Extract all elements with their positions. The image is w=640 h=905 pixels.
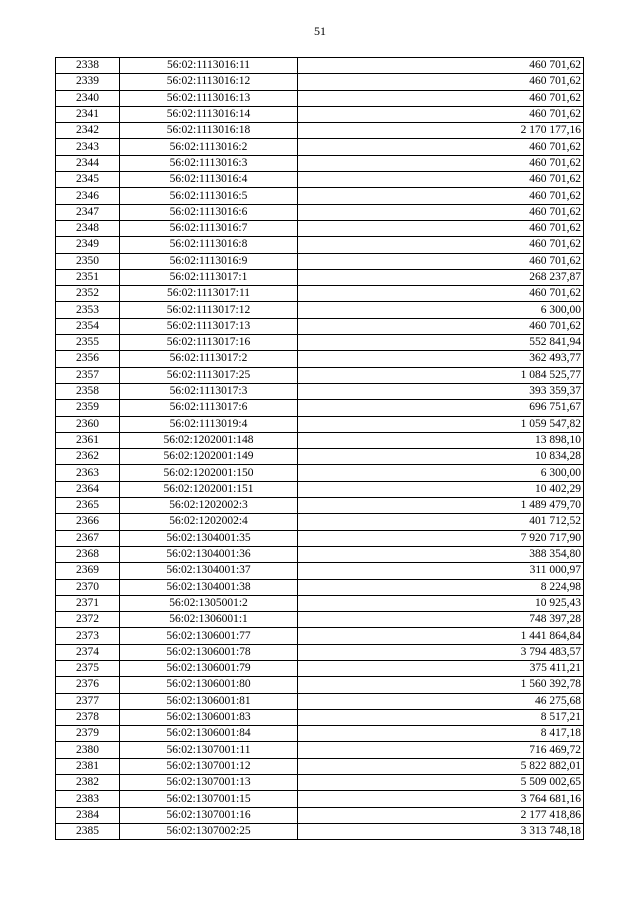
row-number-cell: 2355 [56, 335, 120, 351]
row-number-cell: 2344 [56, 155, 120, 171]
cadastral-number-cell: 56:02:1202001:151 [120, 481, 298, 497]
row-number-cell: 2340 [56, 90, 120, 106]
cadastral-number-cell: 56:02:1306001:84 [120, 726, 298, 742]
cadastral-value-cell: 393 359,37 [298, 383, 584, 399]
row-number-cell: 2370 [56, 579, 120, 595]
row-number-cell: 2359 [56, 400, 120, 416]
cadastral-number-cell: 56:02:1113016:6 [120, 204, 298, 220]
row-number-cell: 2343 [56, 139, 120, 155]
table-row [56, 579, 584, 595]
cadastral-value-cell: 460 701,62 [298, 58, 584, 74]
cadastral-value-cell: 460 701,62 [298, 172, 584, 188]
cadastral-value-cell: 8 417,18 [298, 726, 584, 742]
row-number-cell: 2373 [56, 628, 120, 644]
row-number-cell: 2376 [56, 677, 120, 693]
cadastral-value-cell: 5 822 882,01 [298, 758, 584, 774]
row-number-cell: 2352 [56, 286, 120, 302]
cadastral-number-cell: 56:02:1113016:12 [120, 74, 298, 90]
cadastral-value-cell: 1 084 525,77 [298, 367, 584, 383]
cadastral-number-cell: 56:02:1306001:81 [120, 693, 298, 709]
cadastral-number-cell: 56:02:1113016:5 [120, 188, 298, 204]
table-row [56, 807, 584, 823]
row-number-cell: 2365 [56, 498, 120, 514]
cadastral-value-cell: 311 000,97 [298, 563, 584, 579]
row-number-cell: 2368 [56, 546, 120, 562]
cadastral-value-cell: 552 841,94 [298, 335, 584, 351]
cadastral-value-cell: 460 701,62 [298, 204, 584, 220]
cadastral-number-cell: 56:02:1113017:11 [120, 286, 298, 302]
cadastral-value-cell: 2 170 177,16 [298, 123, 584, 139]
page-number: 51 [314, 24, 326, 38]
cadastral-number-cell: 56:02:1113016:9 [120, 253, 298, 269]
cadastral-number-cell: 56:02:1202001:148 [120, 432, 298, 448]
cadastral-value-cell: 10 834,28 [298, 449, 584, 465]
row-number-cell: 2356 [56, 351, 120, 367]
row-number-cell: 2347 [56, 204, 120, 220]
row-number-cell: 2342 [56, 123, 120, 139]
cadastral-value-cell: 375 411,21 [298, 660, 584, 676]
cadastral-value-cell: 8 517,21 [298, 709, 584, 725]
table-row [56, 220, 584, 236]
cadastral-value-cell: 696 751,67 [298, 400, 584, 416]
table-row [56, 74, 584, 90]
table-row [56, 449, 584, 465]
row-number-cell: 2363 [56, 465, 120, 481]
table-row [56, 546, 584, 562]
cadastral-value-cell: 1 059 547,82 [298, 416, 584, 432]
table-row [56, 383, 584, 399]
cadastral-number-cell: 56:02:1202002:3 [120, 498, 298, 514]
cadastral-number-cell: 56:02:1113016:11 [120, 58, 298, 74]
table-row [56, 514, 584, 530]
cadastral-value-cell: 268 237,87 [298, 269, 584, 285]
cadastral-value-cell: 460 701,62 [298, 74, 584, 90]
cadastral-number-cell: 56:02:1113016:3 [120, 155, 298, 171]
cadastral-value-cell: 460 701,62 [298, 188, 584, 204]
table-row [56, 302, 584, 318]
cadastral-number-cell: 56:02:1113019:4 [120, 416, 298, 432]
cadastral-value-cell: 716 469,72 [298, 742, 584, 758]
table-row [56, 726, 584, 742]
cadastral-number-cell: 56:02:1113016:2 [120, 139, 298, 155]
cadastral-number-cell: 56:02:1304001:37 [120, 563, 298, 579]
table-row [56, 204, 584, 220]
cadastral-number-cell: 56:02:1113017:6 [120, 400, 298, 416]
cadastral-value-cell: 10 402,29 [298, 481, 584, 497]
cadastral-number-cell: 56:02:1113016:14 [120, 106, 298, 122]
table-row [56, 481, 584, 497]
row-number-cell: 2360 [56, 416, 120, 432]
cadastral-number-cell: 56:02:1113016:4 [120, 172, 298, 188]
cadastral-number-cell: 56:02:1307001:13 [120, 775, 298, 791]
table-row [56, 644, 584, 660]
cadastral-number-cell: 56:02:1307002:25 [120, 823, 298, 839]
row-number-cell: 2346 [56, 188, 120, 204]
cadastral-value-cell: 3 794 483,57 [298, 644, 584, 660]
cadastral-number-cell: 56:02:1202001:150 [120, 465, 298, 481]
table-row [56, 139, 584, 155]
cadastral-value-cell: 1 560 392,78 [298, 677, 584, 693]
cadastral-value-cell: 460 701,62 [298, 253, 584, 269]
cadastral-value-cell: 5 509 002,65 [298, 775, 584, 791]
cadastral-value-cell: 6 300,00 [298, 302, 584, 318]
cadastral-value-cell: 10 925,43 [298, 595, 584, 611]
cadastral-number-cell: 56:02:1202002:4 [120, 514, 298, 530]
cadastral-number-cell: 56:02:1113016:18 [120, 123, 298, 139]
table-row [56, 791, 584, 807]
row-number-cell: 2371 [56, 595, 120, 611]
cadastral-number-cell: 56:02:1307001:15 [120, 791, 298, 807]
table-row [56, 318, 584, 334]
cadastral-value-table [55, 57, 584, 840]
table-row [56, 742, 584, 758]
cadastral-number-cell: 56:02:1307001:12 [120, 758, 298, 774]
cadastral-value-cell: 748 397,28 [298, 612, 584, 628]
cadastral-value-cell: 460 701,62 [298, 106, 584, 122]
row-number-cell: 2348 [56, 220, 120, 236]
row-number-cell: 2339 [56, 74, 120, 90]
row-number-cell: 2362 [56, 449, 120, 465]
cadastral-value-cell: 460 701,62 [298, 286, 584, 302]
cadastral-number-cell: 56:02:1113017:13 [120, 318, 298, 334]
cadastral-number-cell: 56:02:1113016:8 [120, 237, 298, 253]
row-number-cell: 2380 [56, 742, 120, 758]
row-number-cell: 2369 [56, 563, 120, 579]
table-row [56, 758, 584, 774]
table-row [56, 823, 584, 839]
table-row [56, 172, 584, 188]
cadastral-value-cell: 46 275,68 [298, 693, 584, 709]
table-row [56, 563, 584, 579]
table-row [56, 155, 584, 171]
cadastral-number-cell: 56:02:1306001:77 [120, 628, 298, 644]
cadastral-number-cell: 56:02:1306001:78 [120, 644, 298, 660]
table-row [56, 58, 584, 74]
row-number-cell: 2384 [56, 807, 120, 823]
table-row [56, 367, 584, 383]
row-number-cell: 2361 [56, 432, 120, 448]
table-row [56, 612, 584, 628]
cadastral-number-cell: 56:02:1305001:2 [120, 595, 298, 611]
row-number-cell: 2378 [56, 709, 120, 725]
table-row [56, 775, 584, 791]
cadastral-value-cell: 7 920 717,90 [298, 530, 584, 546]
row-number-cell: 2353 [56, 302, 120, 318]
cadastral-number-cell: 56:02:1306001:83 [120, 709, 298, 725]
table-row [56, 90, 584, 106]
cadastral-value-cell: 3 313 748,18 [298, 823, 584, 839]
table-row [56, 498, 584, 514]
cadastral-number-cell: 56:02:1307001:11 [120, 742, 298, 758]
cadastral-value-cell: 1 489 479,70 [298, 498, 584, 514]
row-number-cell: 2366 [56, 514, 120, 530]
cadastral-number-cell: 56:02:1306001:79 [120, 660, 298, 676]
cadastral-number-cell: 56:02:1304001:38 [120, 579, 298, 595]
row-number-cell: 2382 [56, 775, 120, 791]
cadastral-value-cell: 362 493,77 [298, 351, 584, 367]
cadastral-value-cell: 388 354,80 [298, 546, 584, 562]
row-number-cell: 2364 [56, 481, 120, 497]
cadastral-number-cell: 56:02:1113017:12 [120, 302, 298, 318]
table-row [56, 269, 584, 285]
cadastral-value-cell: 1 441 864,84 [298, 628, 584, 644]
table-row [56, 595, 584, 611]
row-number-cell: 2338 [56, 58, 120, 74]
cadastral-value-cell: 2 177 418,86 [298, 807, 584, 823]
table-row [56, 432, 584, 448]
cadastral-value-cell: 6 300,00 [298, 465, 584, 481]
row-number-cell: 2354 [56, 318, 120, 334]
row-number-cell: 2385 [56, 823, 120, 839]
cadastral-value-cell: 460 701,62 [298, 237, 584, 253]
table-row [56, 530, 584, 546]
table-row [56, 660, 584, 676]
table-row [56, 106, 584, 122]
cadastral-value-cell: 8 224,98 [298, 579, 584, 595]
cadastral-number-cell: 56:02:1306001:1 [120, 612, 298, 628]
table-row [56, 709, 584, 725]
row-number-cell: 2381 [56, 758, 120, 774]
table-row [56, 253, 584, 269]
row-number-cell: 2367 [56, 530, 120, 546]
cadastral-value-cell: 3 764 681,16 [298, 791, 584, 807]
cadastral-number-cell: 56:02:1113017:16 [120, 335, 298, 351]
cadastral-value-cell: 460 701,62 [298, 318, 584, 334]
cadastral-value-cell: 13 898,10 [298, 432, 584, 448]
row-number-cell: 2357 [56, 367, 120, 383]
table-body [56, 58, 584, 840]
row-number-cell: 2345 [56, 172, 120, 188]
row-number-cell: 2341 [56, 106, 120, 122]
table-row [56, 400, 584, 416]
row-number-cell: 2351 [56, 269, 120, 285]
cadastral-value-cell: 460 701,62 [298, 90, 584, 106]
row-number-cell: 2372 [56, 612, 120, 628]
row-number-cell: 2358 [56, 383, 120, 399]
row-number-cell: 2375 [56, 660, 120, 676]
table-row [56, 188, 584, 204]
table-row [56, 677, 584, 693]
table-row [56, 693, 584, 709]
table-row [56, 286, 584, 302]
row-number-cell: 2350 [56, 253, 120, 269]
cadastral-number-cell: 56:02:1113017:1 [120, 269, 298, 285]
cadastral-number-cell: 56:02:1113017:2 [120, 351, 298, 367]
table-row [56, 465, 584, 481]
cadastral-value-cell: 460 701,62 [298, 155, 584, 171]
table-row [56, 628, 584, 644]
table-row [56, 416, 584, 432]
cadastral-number-cell: 56:02:1113016:13 [120, 90, 298, 106]
row-number-cell: 2379 [56, 726, 120, 742]
table-row [56, 335, 584, 351]
cadastral-value-cell: 401 712,52 [298, 514, 584, 530]
cadastral-number-cell: 56:02:1202001:149 [120, 449, 298, 465]
table-row [56, 351, 584, 367]
row-number-cell: 2374 [56, 644, 120, 660]
row-number-cell: 2349 [56, 237, 120, 253]
cadastral-number-cell: 56:02:1304001:36 [120, 546, 298, 562]
table-row [56, 123, 584, 139]
cadastral-number-cell: 56:02:1113017:3 [120, 383, 298, 399]
cadastral-value-cell: 460 701,62 [298, 139, 584, 155]
cadastral-number-cell: 56:02:1113017:25 [120, 367, 298, 383]
cadastral-number-cell: 56:02:1307001:16 [120, 807, 298, 823]
table-row [56, 237, 584, 253]
cadastral-number-cell: 56:02:1113016:7 [120, 220, 298, 236]
cadastral-number-cell: 56:02:1304001:35 [120, 530, 298, 546]
cadastral-value-cell: 460 701,62 [298, 220, 584, 236]
cadastral-number-cell: 56:02:1306001:80 [120, 677, 298, 693]
row-number-cell: 2383 [56, 791, 120, 807]
row-number-cell: 2377 [56, 693, 120, 709]
